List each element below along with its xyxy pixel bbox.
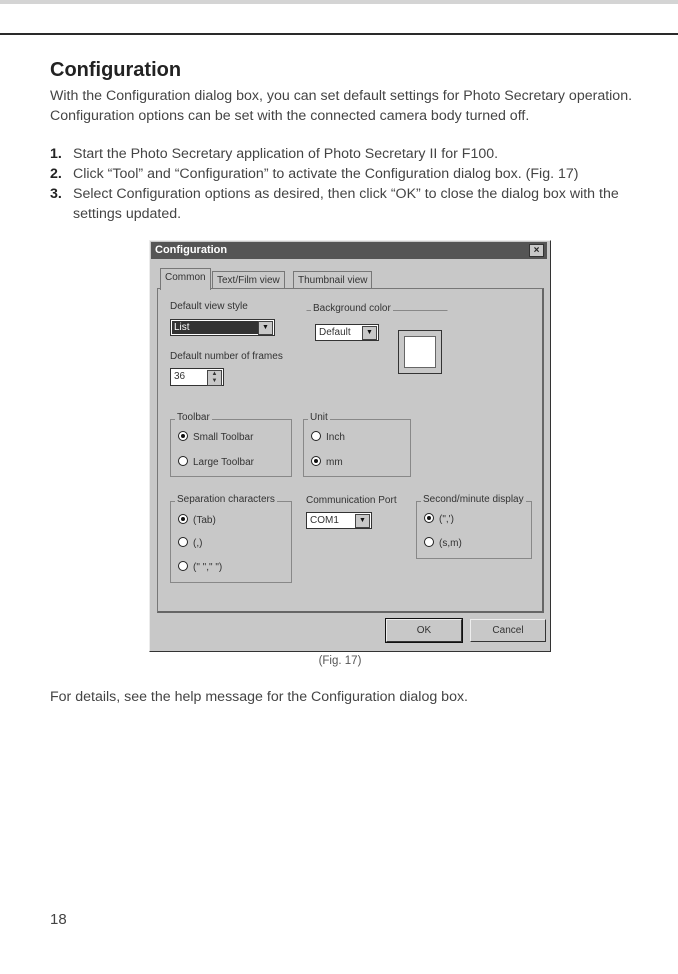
second-minute-display-group — [416, 494, 532, 559]
radio-dot — [178, 514, 188, 524]
radio-dot — [178, 456, 188, 466]
radio-label: (s,m) — [439, 538, 462, 549]
footer-note: For details, see the help message for the Configuration dialog box. — [50, 689, 468, 705]
radio-label: (",') — [439, 514, 454, 525]
second-minute-display-label: Second/minute display — [423, 494, 524, 505]
communication-port-select[interactable] — [306, 512, 372, 529]
radio-label: Inch — [326, 432, 345, 443]
radio-label: (" "," ") — [193, 562, 223, 573]
default-frames-value: 36 — [174, 371, 186, 382]
background-color-label: Background color — [313, 303, 391, 314]
step-text: Click “Tool” and “Configuration” to activate the Configuration dialog box. (Fig. 17) — [73, 166, 579, 182]
toolbar-group — [170, 412, 292, 477]
step-text: Select Configuration options as desired, then click “OK” to close the dialog box with the settings updated. — [73, 186, 619, 222]
common-tab-panel — [157, 288, 544, 613]
header-rule — [0, 33, 678, 35]
background-color-select[interactable] — [315, 324, 379, 341]
radio-sep-quoted[interactable] — [178, 560, 222, 573]
background-color-value: Default — [319, 327, 351, 338]
configuration-dialog — [149, 240, 551, 652]
radio-dot — [178, 537, 188, 547]
figure-caption: (Fig. 17) — [318, 655, 362, 667]
communication-port-value: COM1 — [310, 515, 339, 526]
radio-dot — [311, 431, 321, 441]
dialog-title: Configuration — [155, 244, 228, 256]
step-number: 3. — [50, 186, 62, 202]
default-view-style-label: Default view style — [170, 301, 248, 312]
unit-group-label: Unit — [310, 412, 328, 423]
step-number: 2. — [50, 166, 62, 182]
spin-arrows-icon[interactable]: ▲ ▼ — [207, 370, 222, 386]
radio-inch[interactable] — [311, 430, 345, 443]
chevron-down-icon[interactable]: ▼ — [258, 321, 273, 335]
radio-dot — [178, 431, 188, 441]
step-item — [50, 144, 650, 164]
step-text: Start the Photo Secretary application of Photo Secretary II for F100. — [73, 146, 499, 162]
chevron-down-icon[interactable]: ▼ — [362, 326, 377, 340]
unit-group — [303, 412, 411, 477]
radio-sep-comma[interactable] — [178, 536, 202, 549]
tab-text-film-view[interactable]: Text/Film view — [212, 271, 285, 289]
radio-mm[interactable] — [311, 455, 343, 468]
radio-small-toolbar[interactable] — [178, 430, 253, 443]
page-top-band — [0, 0, 678, 4]
communication-port-label: Communication Port — [306, 495, 397, 506]
step-number: 1. — [50, 146, 62, 162]
radio-quote-format[interactable] — [424, 512, 454, 525]
radio-label: (Tab) — [193, 515, 216, 526]
radio-label: mm — [326, 457, 343, 468]
radio-dot — [178, 561, 188, 571]
radio-label: Small Toolbar — [193, 432, 254, 443]
radio-large-toolbar[interactable] — [178, 455, 254, 468]
default-view-style-select[interactable] — [170, 319, 275, 336]
radio-sep-tab[interactable] — [178, 513, 216, 526]
radio-label: (,) — [193, 538, 203, 549]
tab-common[interactable]: Common — [160, 268, 211, 290]
default-frames-label: Default number of frames — [170, 351, 283, 362]
cancel-button[interactable]: Cancel — [470, 619, 546, 642]
toolbar-group-label: Toolbar — [177, 412, 210, 423]
dialog-titlebar — [151, 242, 547, 259]
step-item — [50, 184, 650, 224]
radio-sm-format[interactable] — [424, 536, 462, 549]
section-heading: Configuration — [50, 59, 182, 81]
radio-dot — [424, 537, 434, 547]
radio-dot — [311, 456, 321, 466]
radio-label: Large Toolbar — [193, 457, 254, 468]
steps-list — [50, 144, 650, 224]
tab-thumbnail-view[interactable]: Thumbnail view — [293, 271, 372, 289]
intro-paragraph: With the Configuration dialog box, you can set default settings for Photo Secretary operation. Configuration options can be set with the connected camera body turned off. — [50, 88, 633, 124]
ok-button[interactable]: OK — [386, 619, 462, 642]
chevron-down-icon[interactable]: ▼ — [355, 514, 370, 528]
page-number: 18 — [50, 911, 67, 928]
radio-dot — [424, 513, 434, 523]
separation-characters-label: Separation characters — [177, 494, 275, 505]
close-icon[interactable]: × — [529, 244, 544, 257]
default-view-style-value: List — [172, 321, 260, 334]
color-preview-swatch[interactable] — [398, 330, 442, 374]
step-item — [50, 164, 650, 184]
default-frames-stepper[interactable] — [170, 368, 224, 386]
